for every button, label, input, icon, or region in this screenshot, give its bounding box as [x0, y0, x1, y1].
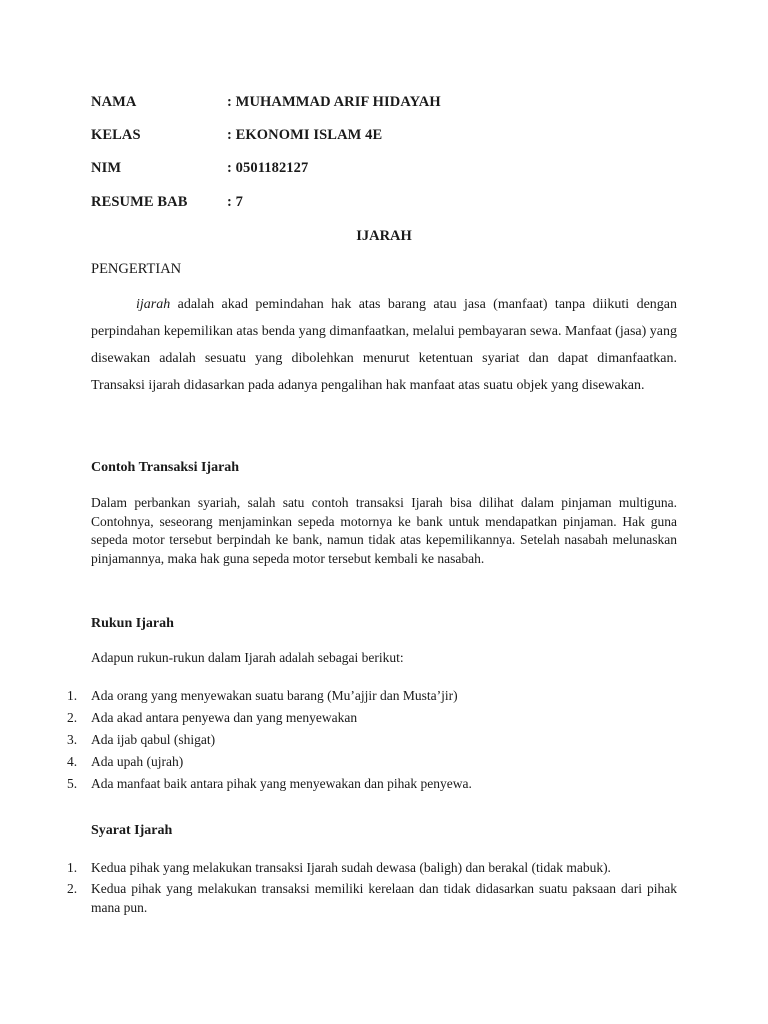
section-heading-rukun: Rukun Ijarah — [91, 616, 174, 631]
contoh-paragraph: Dalam perbankan syariah, salah satu contoh transaksi Ijarah bisa dilihat dalam pinjaman multiguna. Contohnya, seseorang menjaminkan sepeda motornya ke bank untuk mendapatkan pinjaman. Hak guna sepeda motor tersebut berpindah ke bank, namun tidak atas kepemilikannya. Setelah nasabah melunaskan pinjamannya, maka hak guna sepeda motor tersebut kembali ke nasabah. — [91, 495, 677, 566]
section-heading-contoh: Contoh Transaksi Ijarah — [91, 460, 240, 475]
info-value: : 7 — [227, 194, 244, 210]
list-item — [0, 753, 677, 775]
info-row-nim — [91, 160, 308, 177]
section-heading-pengertian: PENGERTIAN — [91, 261, 182, 277]
info-row-nama — [91, 94, 441, 111]
syarat-list — [0, 858, 677, 919]
list-item — [0, 709, 677, 731]
list-item — [0, 687, 677, 709]
list-item-text: Kedua pihak yang melakukan transaksi memiliki kerelaan dan tidak didasarkan suatu paksaan dari pihak mana pun. — [91, 881, 677, 915]
list-number: 1. — [67, 688, 78, 703]
term-ijarah: ijarah — [136, 297, 171, 312]
section-heading-syarat: Syarat Ijarah — [91, 823, 173, 838]
info-value: : EKONOMI ISLAM 4E — [227, 127, 383, 143]
list-item — [0, 879, 677, 917]
pengertian-body: adalah akad pemindahan hak atas barang atau jasa (manfaat) tanpa diikuti dengan perpindahan kepemilikan atas benda yang dimanfaatkan, melalui pembayaran sewa. Manfaat (jasa) yang disewakan adalah sesuatu yang dibolehkan menurut ketentuan syariat dan dapat dimanfaatkan. Transaksi ijarah didasarkan pada adanya pengalihan hak manfaat atas suatu objek yang disewakan. — [91, 297, 677, 393]
pengertian-paragraph — [91, 291, 677, 399]
info-key: NAMA — [91, 94, 137, 110]
list-number: 2. — [67, 710, 78, 725]
rukun-list — [0, 687, 677, 797]
list-item — [0, 731, 677, 753]
info-key: RESUME BAB — [91, 194, 188, 210]
list-item-text: Ada upah (ujrah) — [91, 754, 184, 769]
list-number: 2. — [67, 881, 78, 896]
document-title: IJARAH — [356, 228, 412, 244]
info-value: : 0501182127 — [227, 160, 309, 176]
info-key: KELAS — [91, 127, 141, 143]
list-number: 5. — [67, 776, 78, 791]
list-item-text: Ada akad antara penyewa dan yang menyewakan — [91, 710, 358, 725]
info-value: : MUHAMMAD ARIF HIDAYAH — [227, 94, 441, 110]
list-item — [0, 775, 677, 797]
info-key: NIM — [91, 160, 122, 176]
list-item-text: Kedua pihak yang melakukan transaksi Ijarah sudah dewasa (baligh) dan berakal (tidak mabuk). — [91, 860, 611, 875]
list-item-text: Ada ijab qabul (shigat) — [91, 732, 216, 747]
info-row-resume-bab — [91, 194, 243, 211]
list-number: 3. — [67, 732, 78, 747]
rukun-intro: Adapun rukun-rukun dalam Ijarah adalah sebagai berikut: — [91, 650, 404, 665]
list-number: 4. — [67, 754, 78, 769]
list-number: 1. — [67, 860, 78, 875]
list-item-text: Ada orang yang menyewakan suatu barang (Mu’ajjir dan Musta’jir) — [91, 688, 458, 703]
info-row-kelas — [91, 127, 382, 144]
list-item — [0, 858, 677, 877]
list-item-text: Ada manfaat baik antara pihak yang menyewakan dan pihak penyewa. — [91, 776, 472, 791]
